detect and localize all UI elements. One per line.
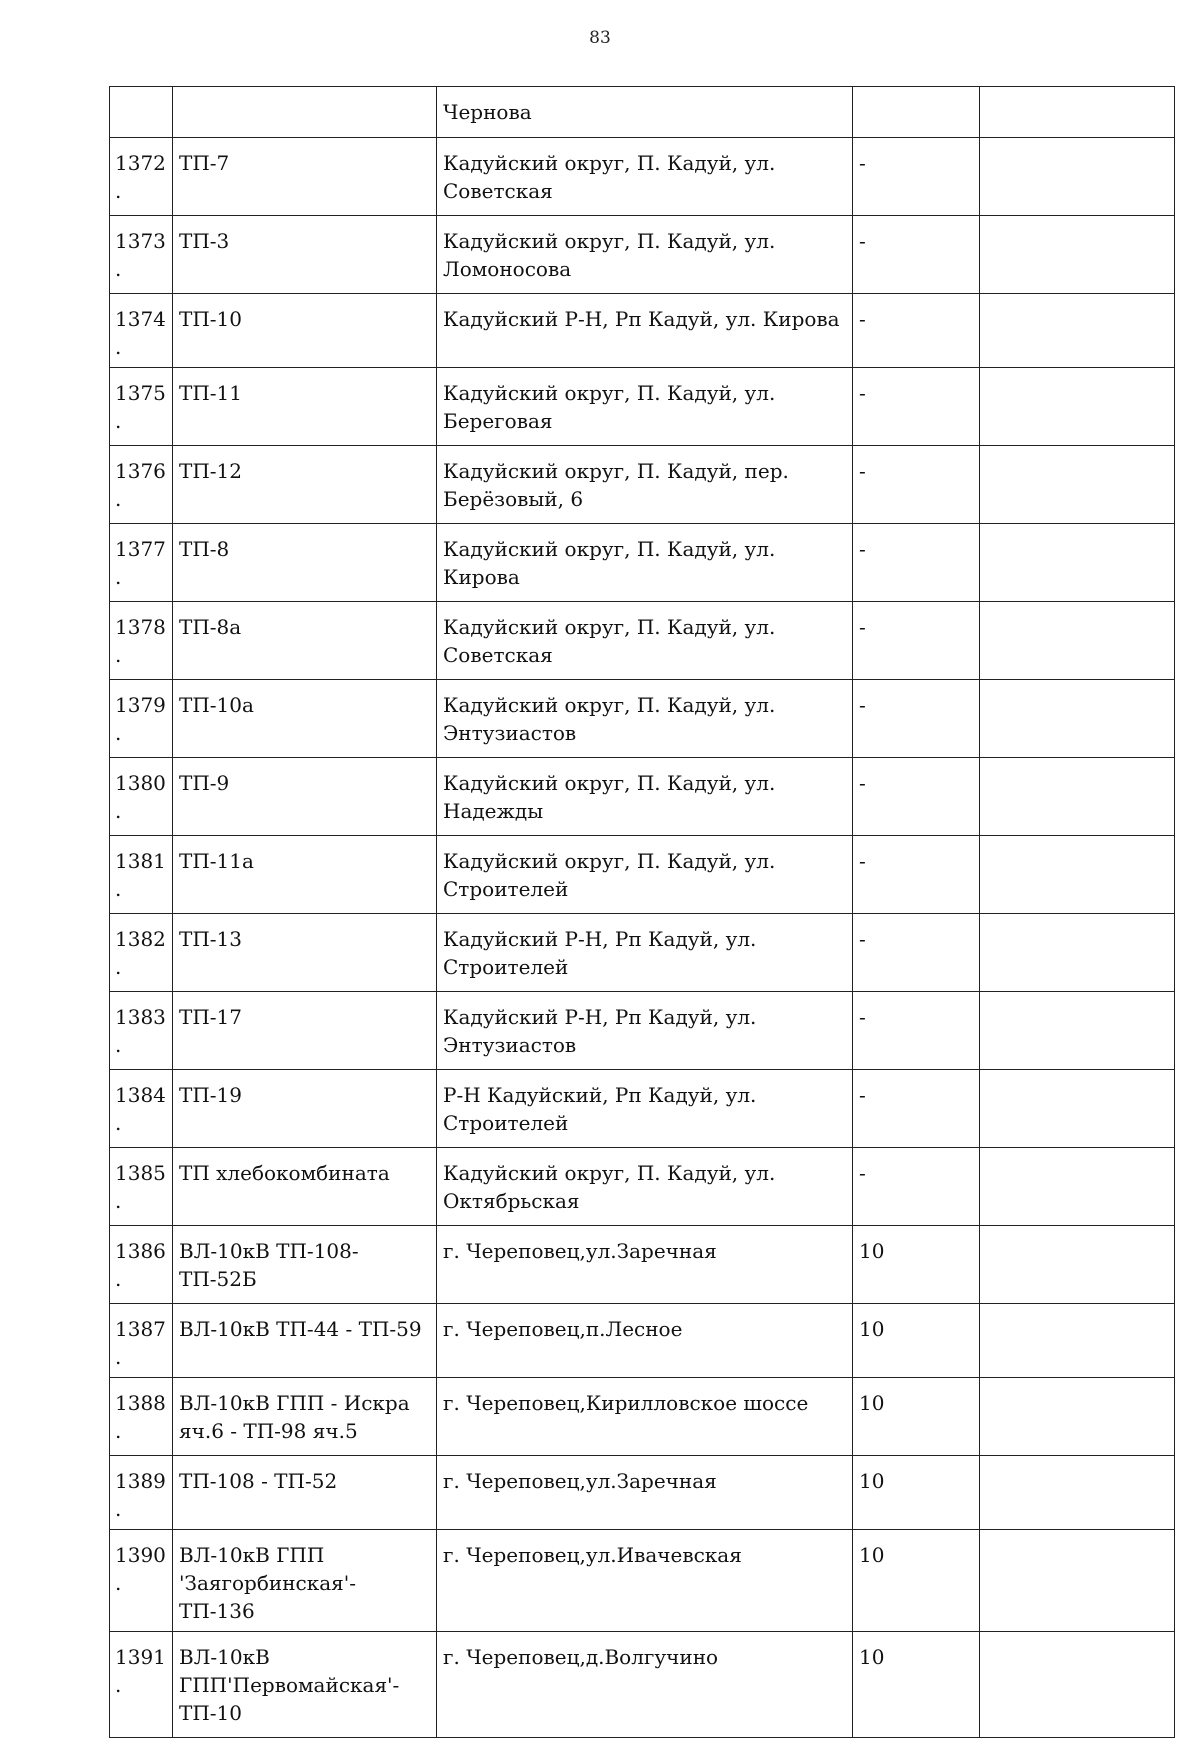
- page-number: 83: [589, 28, 611, 48]
- note-cell: [980, 524, 1175, 602]
- row-number-cell: 1381.: [110, 836, 173, 914]
- address-cell: Кадуйский округ, П. Кадуй, ул. Береговая: [437, 368, 853, 446]
- voltage-cell: [853, 87, 980, 138]
- note-cell: [980, 87, 1175, 138]
- table-body: [110, 87, 1175, 1738]
- object-name-cell: ВЛ-10кВ ТП-44 - ТП-59: [173, 1304, 437, 1378]
- table-row: [110, 1304, 1175, 1378]
- note-cell: [980, 602, 1175, 680]
- address-cell: Чернова: [437, 87, 853, 138]
- object-name-cell: ТП-108 - ТП-52: [173, 1456, 437, 1530]
- voltage-cell: -: [853, 1070, 980, 1148]
- table-row: [110, 294, 1175, 368]
- object-name-cell: ТП-7: [173, 138, 437, 216]
- address-cell: г. Череповец,ул.Заречная: [437, 1456, 853, 1530]
- object-name-cell: ТП-8а: [173, 602, 437, 680]
- note-cell: [980, 1226, 1175, 1304]
- row-number-cell: 1387.: [110, 1304, 173, 1378]
- voltage-cell: -: [853, 758, 980, 836]
- address-cell: Кадуйский Р-Н, Рп Кадуй, ул. Энтузиастов: [437, 992, 853, 1070]
- row-number-cell: 1379.: [110, 680, 173, 758]
- table-row: [110, 1456, 1175, 1530]
- address-cell: Кадуйский округ, П. Кадуй, ул. Советская: [437, 138, 853, 216]
- object-name-cell: ТП-8: [173, 524, 437, 602]
- note-cell: [980, 1632, 1175, 1738]
- object-name-cell: ТП-9: [173, 758, 437, 836]
- note-cell: [980, 446, 1175, 524]
- voltage-cell: 10: [853, 1304, 980, 1378]
- object-name-cell: ВЛ-10кВ ГПП 'Заягорбинская'-ТП-136: [173, 1530, 437, 1632]
- table-row: [110, 1226, 1175, 1304]
- note-cell: [980, 1378, 1175, 1456]
- row-number-cell: 1386.: [110, 1226, 173, 1304]
- note-cell: [980, 1530, 1175, 1632]
- address-cell: Кадуйский округ, П. Кадуй, ул. Надежды: [437, 758, 853, 836]
- row-number-cell: 1384.: [110, 1070, 173, 1148]
- address-cell: г. Череповец,п.Лесное: [437, 1304, 853, 1378]
- object-name-cell: ТП-19: [173, 1070, 437, 1148]
- row-number-cell: 1375.: [110, 368, 173, 446]
- table-row: [110, 1632, 1175, 1738]
- voltage-cell: -: [853, 836, 980, 914]
- row-number-cell: 1373.: [110, 216, 173, 294]
- object-name-cell: ТП-13: [173, 914, 437, 992]
- address-cell: г. Череповец,д.Волгучино: [437, 1632, 853, 1738]
- table-row: [110, 138, 1175, 216]
- table-row: [110, 1070, 1175, 1148]
- address-cell: Кадуйский округ, П. Кадуй, ул. Советская: [437, 602, 853, 680]
- object-name-cell: ТП хлебокомбината: [173, 1148, 437, 1226]
- table-row: [110, 836, 1175, 914]
- voltage-cell: -: [853, 602, 980, 680]
- voltage-cell: 10: [853, 1378, 980, 1456]
- voltage-cell: -: [853, 138, 980, 216]
- note-cell: [980, 680, 1175, 758]
- note-cell: [980, 992, 1175, 1070]
- note-cell: [980, 1304, 1175, 1378]
- voltage-cell: -: [853, 914, 980, 992]
- address-cell: Кадуйский округ, П. Кадуй, пер. Берёзовый, 6: [437, 446, 853, 524]
- note-cell: [980, 294, 1175, 368]
- voltage-cell: -: [853, 524, 980, 602]
- table-row: [110, 446, 1175, 524]
- row-number-cell: 1383.: [110, 992, 173, 1070]
- voltage-cell: 10: [853, 1530, 980, 1632]
- table-row: [110, 602, 1175, 680]
- row-number-cell: 1385.: [110, 1148, 173, 1226]
- row-number-cell: 1382.: [110, 914, 173, 992]
- object-name-cell: ВЛ-10кВ ГПП - Искра яч.6 - ТП-98 яч.5: [173, 1378, 437, 1456]
- object-name-cell: ТП-12: [173, 446, 437, 524]
- voltage-cell: -: [853, 992, 980, 1070]
- row-number-cell: 1380.: [110, 758, 173, 836]
- voltage-cell: 10: [853, 1456, 980, 1530]
- voltage-cell: -: [853, 680, 980, 758]
- object-name-cell: [173, 87, 437, 138]
- object-name-cell: ТП-11а: [173, 836, 437, 914]
- object-name-cell: ВЛ-10кВ ТП-108- ТП-52Б: [173, 1226, 437, 1304]
- row-number-cell: 1378.: [110, 602, 173, 680]
- object-name-cell: ВЛ-10кВ ГПП'Первомайская'-ТП-10: [173, 1632, 437, 1738]
- object-name-cell: ТП-10: [173, 294, 437, 368]
- table-row: [110, 368, 1175, 446]
- row-number-cell: 1389.: [110, 1456, 173, 1530]
- table-row: [110, 914, 1175, 992]
- object-name-cell: ТП-10а: [173, 680, 437, 758]
- row-number-cell: 1372.: [110, 138, 173, 216]
- object-name-cell: ТП-17: [173, 992, 437, 1070]
- address-cell: г. Череповец,ул.Заречная: [437, 1226, 853, 1304]
- voltage-cell: -: [853, 294, 980, 368]
- address-cell: Кадуйский округ, П. Кадуй, ул. Ломоносова: [437, 216, 853, 294]
- address-cell: г. Череповец,Кирилловское шоссе: [437, 1378, 853, 1456]
- table-row: [110, 758, 1175, 836]
- row-number-cell: 1377.: [110, 524, 173, 602]
- voltage-cell: -: [853, 1148, 980, 1226]
- address-cell: Кадуйский округ, П. Кадуй, ул. Строителей: [437, 836, 853, 914]
- address-cell: Р-Н Кадуйский, Рп Кадуй, ул. Строителей: [437, 1070, 853, 1148]
- note-cell: [980, 216, 1175, 294]
- address-cell: Кадуйский Р-Н, Рп Кадуй, ул. Строителей: [437, 914, 853, 992]
- table-row: [110, 992, 1175, 1070]
- row-number-cell: 1390.: [110, 1530, 173, 1632]
- note-cell: [980, 1456, 1175, 1530]
- address-cell: Кадуйский Р-Н, Рп Кадуй, ул. Кирова: [437, 294, 853, 368]
- table-row: [110, 1148, 1175, 1226]
- table-row: [110, 1530, 1175, 1632]
- registry-table: [109, 86, 1175, 1738]
- row-number-cell: 1376.: [110, 446, 173, 524]
- voltage-cell: -: [853, 446, 980, 524]
- table-row: [110, 216, 1175, 294]
- address-cell: Кадуйский округ, П. Кадуй, ул. Кирова: [437, 524, 853, 602]
- table-row: [110, 1378, 1175, 1456]
- table-row: [110, 680, 1175, 758]
- row-number-cell: 1388.: [110, 1378, 173, 1456]
- note-cell: [980, 368, 1175, 446]
- object-name-cell: ТП-3: [173, 216, 437, 294]
- table-row: [110, 87, 1175, 138]
- table-row: [110, 524, 1175, 602]
- object-name-cell: ТП-11: [173, 368, 437, 446]
- row-number-cell: [110, 87, 173, 138]
- voltage-cell: 10: [853, 1226, 980, 1304]
- voltage-cell: -: [853, 368, 980, 446]
- note-cell: [980, 1148, 1175, 1226]
- voltage-cell: -: [853, 216, 980, 294]
- address-cell: Кадуйский округ, П. Кадуй, ул. Октябрьская: [437, 1148, 853, 1226]
- note-cell: [980, 836, 1175, 914]
- voltage-cell: 10: [853, 1632, 980, 1738]
- note-cell: [980, 1070, 1175, 1148]
- row-number-cell: 1391.: [110, 1632, 173, 1738]
- note-cell: [980, 138, 1175, 216]
- note-cell: [980, 758, 1175, 836]
- note-cell: [980, 914, 1175, 992]
- row-number-cell: 1374.: [110, 294, 173, 368]
- address-cell: Кадуйский округ, П. Кадуй, ул. Энтузиастов: [437, 680, 853, 758]
- address-cell: г. Череповец,ул.Ивачевская: [437, 1530, 853, 1632]
